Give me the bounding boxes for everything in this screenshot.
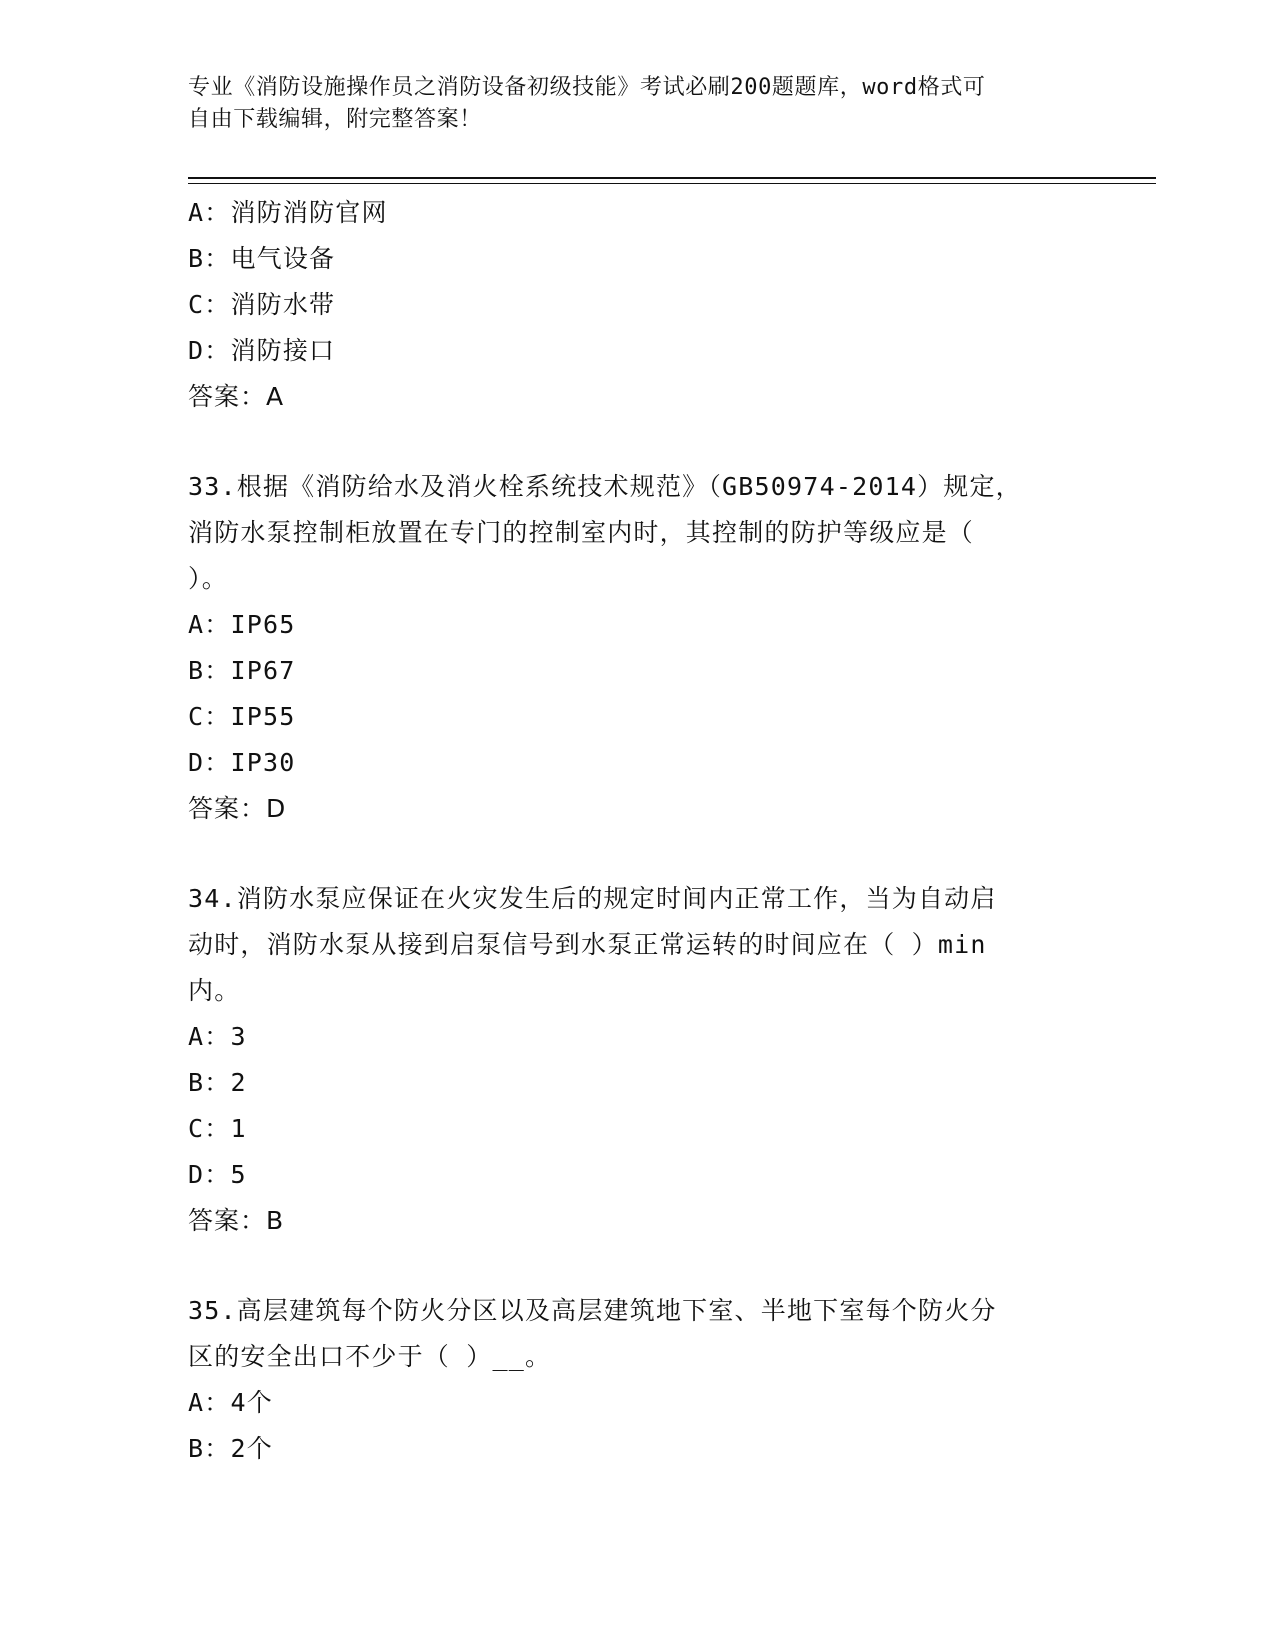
option-c: C：1 (188, 1114, 247, 1143)
question-34 (188, 876, 1088, 1244)
question-33 (188, 464, 1088, 832)
question-stem-line: 35.高层建筑每个防火分区以及高层建筑地下室、半地下室每个防火分 (188, 1296, 997, 1325)
question-stem-line: 34.消防水泵应保证在火灾发生后的规定时间内正常工作，当为自动启 (188, 884, 997, 913)
question-stem-line: 动时，消防水泵从接到启泵信号到水泵正常运转的时间应在（ ）min (188, 930, 987, 959)
option-a: A：3 (188, 1022, 247, 1051)
header-divider-thick (188, 177, 1156, 179)
question-content (188, 190, 1088, 1472)
question-stem-line: 内。 (188, 976, 241, 1005)
question-stem-line: ）。 (188, 564, 228, 593)
header-line-2: 自由下载编辑，附完整答案！ (188, 107, 482, 132)
question-stem-line: 33.根据《消防给水及消火栓系统技术规范》（GB50974-2014）规定， (188, 472, 1022, 501)
answer-line: 答案：B (188, 1206, 285, 1235)
page-header (188, 72, 1088, 136)
option-a: A：IP65 (188, 610, 296, 639)
option-b: B：2 (188, 1068, 247, 1097)
option-b: B：IP67 (188, 656, 296, 685)
spacer (188, 420, 1088, 464)
question-35 (188, 1288, 1088, 1472)
header-divider-thin (188, 183, 1156, 184)
question-stem-line: 消防水泵控制柜放置在专门的控制室内时，其控制的防护等级应是（ (188, 518, 975, 547)
option-d: D：消防接口 (188, 336, 336, 365)
spacer (188, 1244, 1088, 1288)
option-a: A：4个 (188, 1388, 273, 1417)
option-d: D：IP30 (188, 748, 296, 777)
option-b: B：2个 (188, 1434, 273, 1463)
answer-line: 答案：D (188, 794, 287, 823)
option-c: C：消防水带 (188, 290, 336, 319)
header-line-1: 专业《消防设施操作员之消防设备初级技能》考试必刷200题题库，word格式可 (188, 75, 986, 100)
option-d: D：5 (188, 1160, 247, 1189)
option-a: A：消防消防官网 (188, 198, 388, 227)
option-b: B：电气设备 (188, 244, 336, 273)
question-stem-line: 区的安全出口不少于（ ）__。 (188, 1342, 552, 1371)
answer-line: 答案：A (188, 382, 285, 411)
option-c: C：IP55 (188, 702, 296, 731)
spacer (188, 832, 1088, 876)
question-block-prev (188, 190, 1088, 420)
